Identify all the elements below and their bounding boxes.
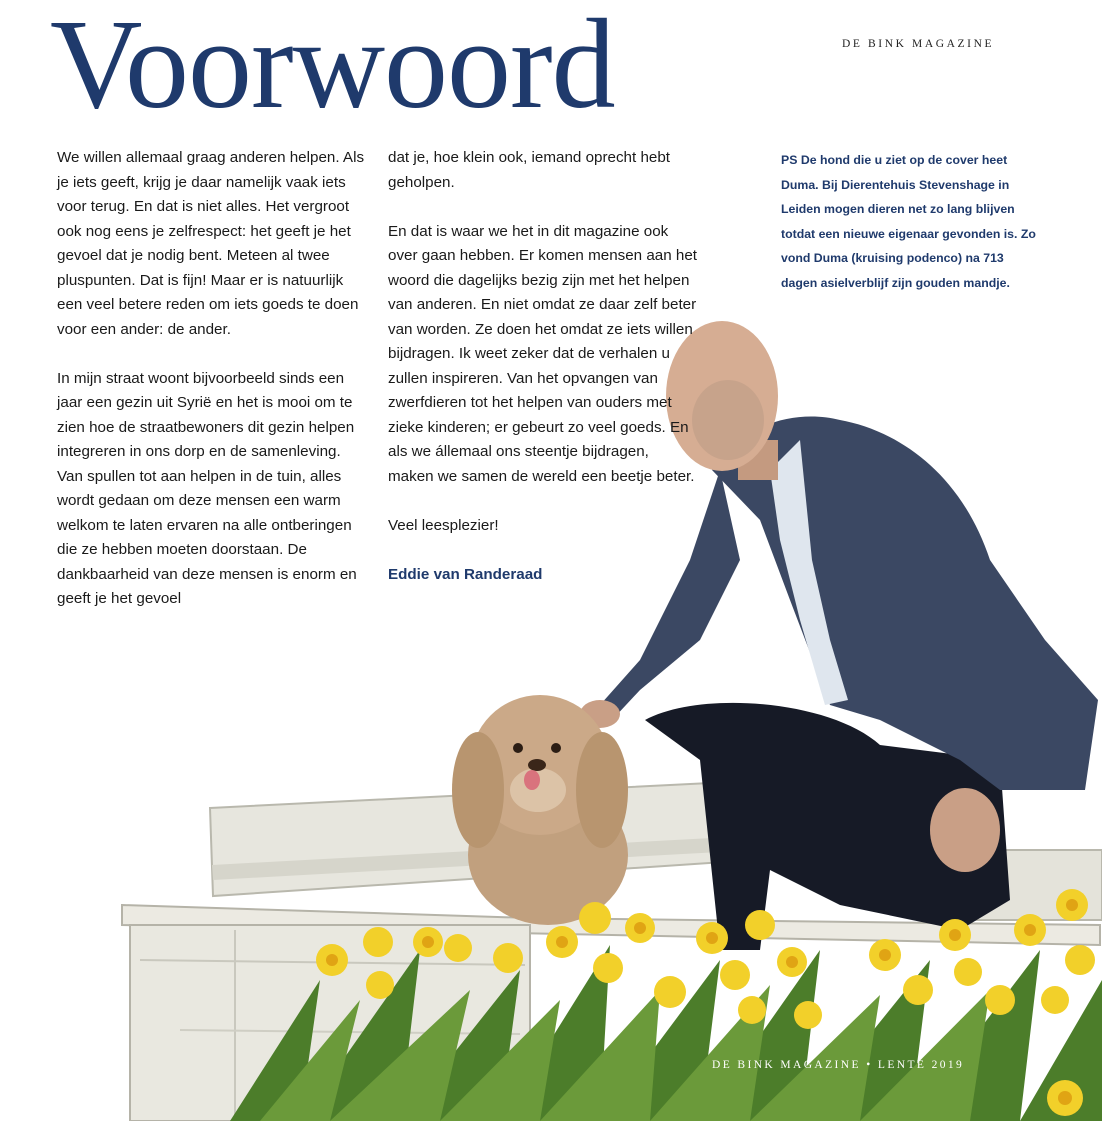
- paragraph: Veel leesplezier!: [388, 516, 499, 534]
- dog: [452, 695, 628, 925]
- article-column-1: [57, 146, 367, 636]
- ps-note: PS De hond die u ziet op de cover heet Duma. Bij Dierentehuis Stevenshage in Leiden mogen dieren net zo lang blijven totdat een nieuwe eigenaar gevonden is. Zo vond Duma (kruising podenco) na 713 dagen asielverblijf zijn gouden mandje.: [781, 153, 1036, 290]
- author-signature: Eddie van Randeraad: [388, 565, 543, 583]
- page-title: Voorwoord: [50, 0, 615, 135]
- paragraph: In mijn straat woont bijvoorbeeld sinds een jaar een gezin uit Syrië en het is mooi om te zien hoe de straatbewoners dit gezin helpen integreren in ons dorp en de samenleving. Van spullen tot aan helpen in de tuin, alles wordt gedaan om deze mensen een warm welkom te laten ervaren na alle ontberingen die ze hebben moeten doorstaan. De dankbaarheid van deze mensen is enorm en geeft je het gevoel: [57, 369, 357, 607]
- paragraph: En dat is waar we het in dit magazine ook over gaan hebben. Er komen mensen aan het woord die dagelijks bezig zijn met het helpen van anderen. En niet omdat ze daar zelf beter van worden. Ze doen het omdat ze iets willen bijdragen. Ik weet zeker dat de verhalen u zullen inspireren. Van het opvangen van zwerfdieren tot het helpen van ouders met zieke kinderen; er gebeurt zo veel goeds. En als we állemaal ons steentje bijdragen, maken we samen de wereld een beetje beter.: [388, 222, 698, 485]
- paragraph: We willen allemaal graag anderen helpen. Als je iets geeft, krijg je daar namelijk vaak iets voor terug. En dat is niet alles. Het vergroot ook nog eens je zelfrespect: het geeft je het gevoel dat je nodig bent. Meteen al twee pluspunten. Dat is fijn! Maar er is natuurlijk een veel betere reden om iets goeds te doen voor een ander: de ander.: [57, 149, 365, 338]
- article-column-2: [388, 146, 698, 612]
- page-footer: DE BINK MAGAZINE • LENTE 2019: [712, 1059, 965, 1071]
- magazine-masthead: DE BINK MAGAZINE: [842, 38, 995, 50]
- paragraph: dat je, hoe klein ook, iemand oprecht hebt geholpen.: [388, 149, 670, 191]
